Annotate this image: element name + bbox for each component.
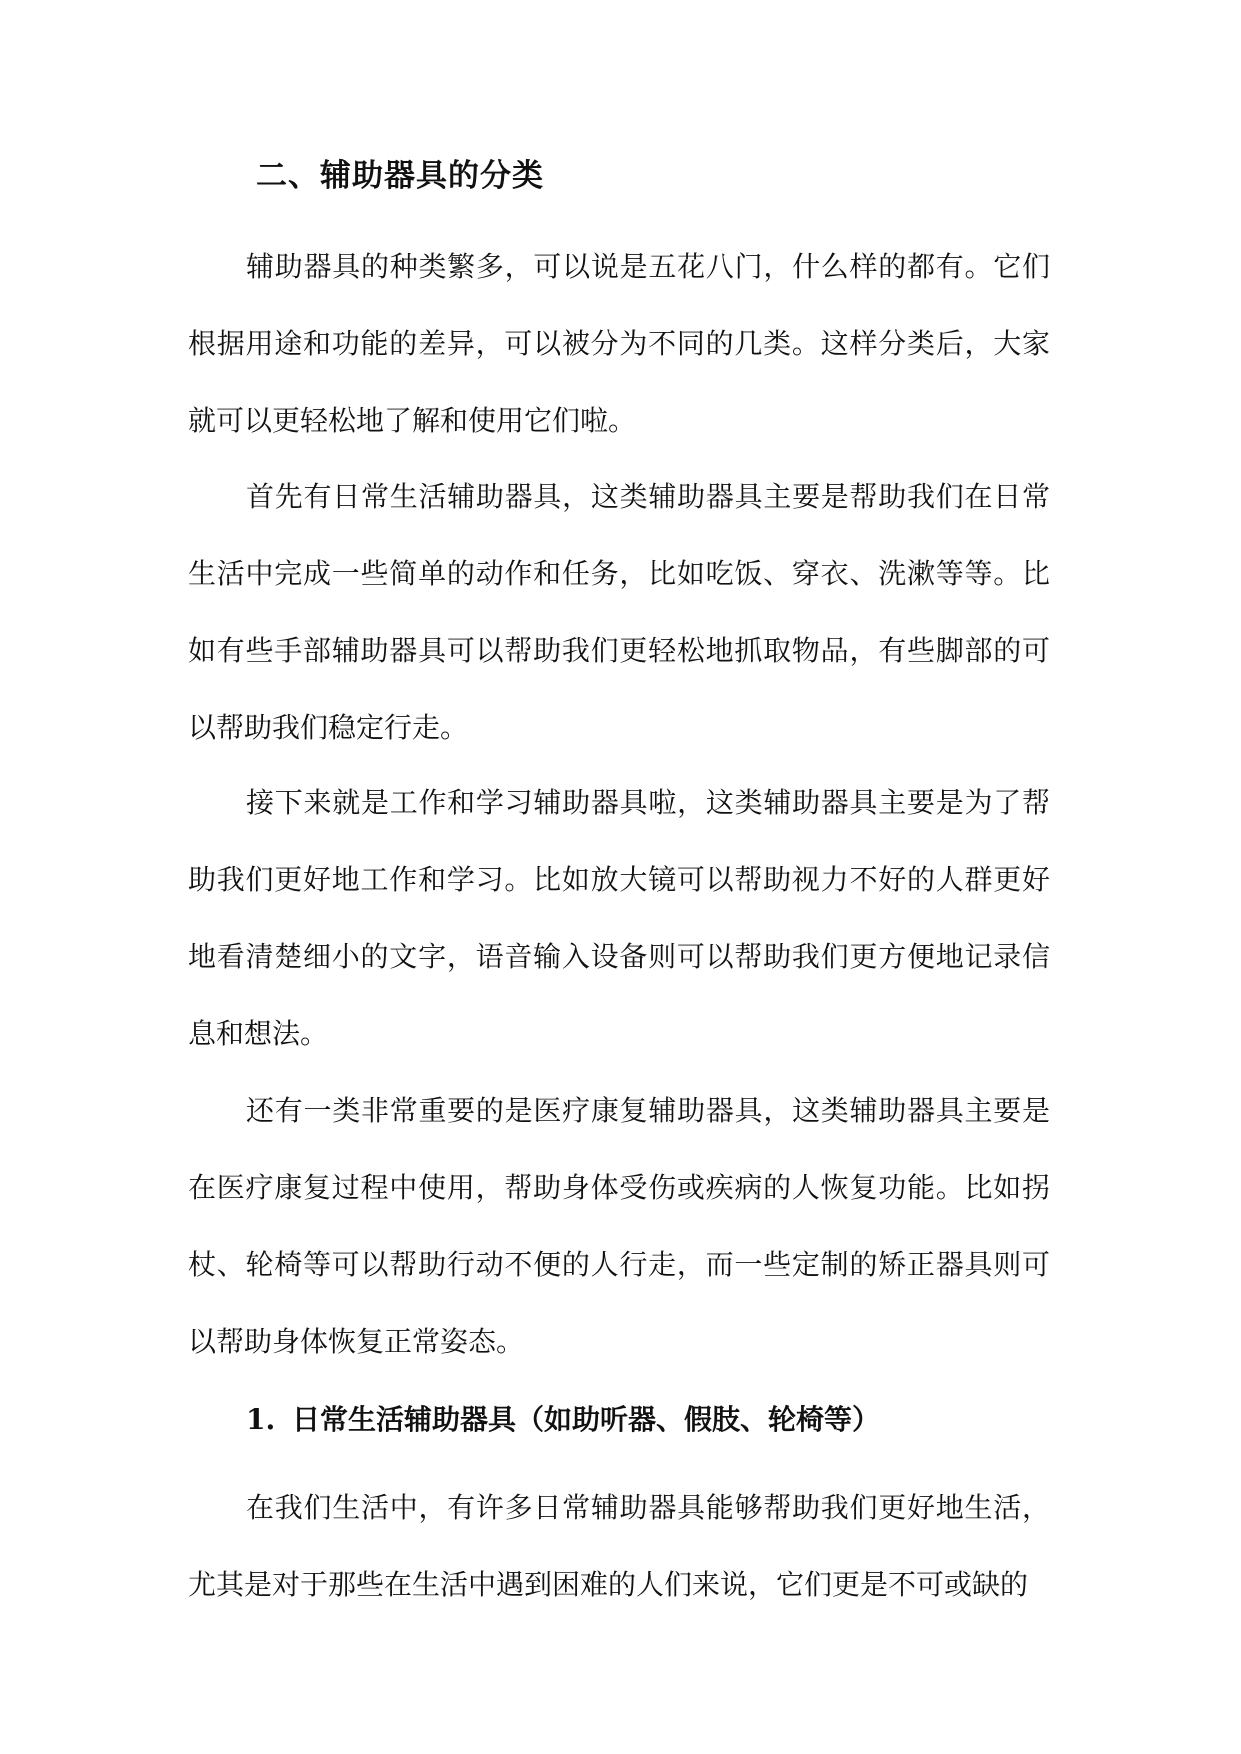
paragraph-medical-rehab: 还有一类非常重要的是医疗康复辅助器具，这类辅助器具主要是在医疗康复过程中使用，帮助身体受伤或疾病的人恢复功能。比如拐杖、轮椅等可以帮助行动不便的人行走，而一些定制的矫正器具则可以帮助身体恢复正常姿态。: [188, 1094, 1050, 1358]
section-heading: 二、辅助器具的分类: [256, 158, 544, 194]
subsection-title: 日常生活辅助器具（如助听器、假肢、轮椅等）: [292, 1403, 881, 1436]
subsection-number: 1.: [246, 1403, 276, 1436]
paragraph-daily-living: 首先有日常生活辅助器具，这类辅助器具主要是帮助我们在日常生活中完成一些简单的动作和任务，比如吃饭、穿衣、洗漱等等。比如有些手部辅助器具可以帮助我们更轻松地抓取物品，有些脚部的可以帮助我们稳定行走。: [188, 480, 1050, 744]
paragraph-intro: 辅助器具的种类繁多，可以说是五花八门，什么样的都有。它们根据用途和功能的差异，可以被分为不同的几类。这样分类后，大家就可以更轻松地了解和使用它们啦。: [188, 250, 1050, 437]
paragraph-subsection: 在我们生活中，有许多日常辅助器具能够帮助我们更好地生活，尤其是对于那些在生活中遇到困难的人们来说，它们更是不可或缺的: [188, 1491, 1050, 1601]
paragraph-work-study: 接下来就是工作和学习辅助器具啦，这类辅助器具主要是为了帮助我们更好地工作和学习。比如放大镜可以帮助视力不好的人群更好地看清楚细小的文字，语音输入设备则可以帮助我们更方便地记录信息和想法。: [188, 786, 1050, 1050]
subsection-heading: [246, 1398, 880, 1438]
